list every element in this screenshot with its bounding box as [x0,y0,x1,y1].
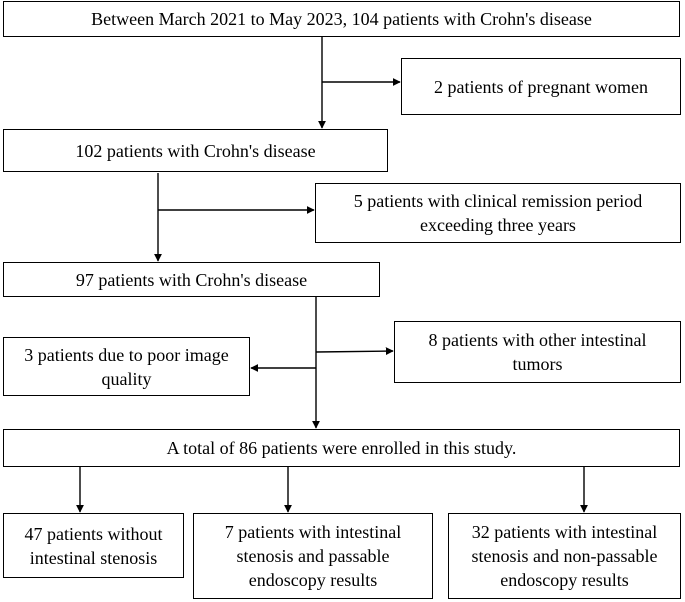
excluded-pregnant-text: 2 patients of pregnant women [434,76,648,97]
group-passable-box [193,513,433,599]
excluded-tumors-text: 8 patients with other intestinal tumors [428,330,647,374]
excluded-pregnant-box [401,58,681,115]
step-102-box [3,129,388,172]
arrow-to-tumors [316,351,393,352]
group-passable-text: 7 patients with intestinal stenosis and passable endoscopy results [224,522,402,590]
enrolled-text: A total of 86 patients were enrolled in this study. [166,438,517,458]
excluded-image-text: 3 patients due to poor image quality [24,344,229,389]
step-97-box [3,262,380,297]
enrolled-box [3,429,680,467]
excluded-image-box [3,337,250,396]
excluded-remission-text: 5 patients with clinical remission period exceeding three years [353,191,643,235]
group-non-passable-box [448,513,681,599]
group-non-passable-text: 32 patients with intestinal stenosis and non-passable endoscopy results [471,522,658,590]
step-102-text: 102 patients with Crohn's disease [75,140,316,161]
group-no-stenosis-box [3,513,184,578]
step-97-text: 97 patients with Crohn's disease [75,269,308,290]
excluded-remission-box [315,183,681,243]
start-box [3,1,680,37]
excluded-tumors-box [394,321,681,383]
group-no-stenosis-text: 47 patients without intestinal stenosis [24,523,163,568]
start-text: Between March 2021 to May 2023, 104 patients with Crohn's disease [91,9,592,29]
